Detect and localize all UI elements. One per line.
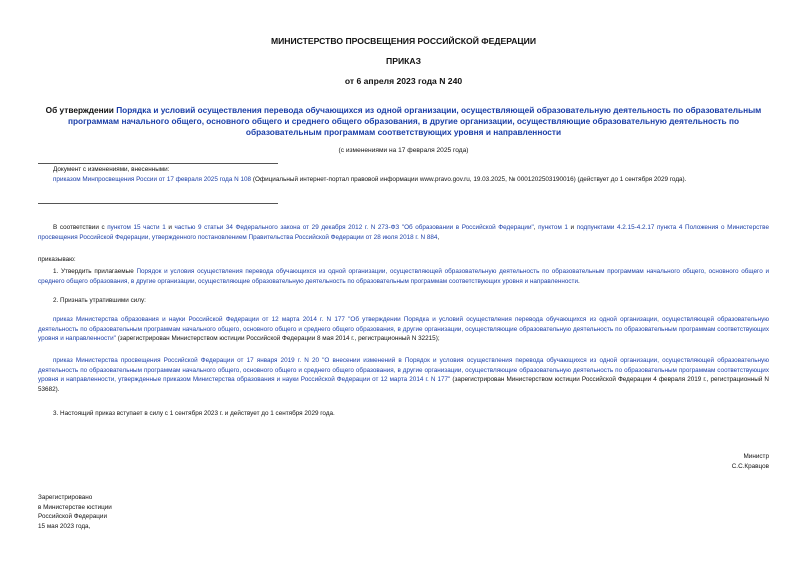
- date-number-heading: от 6 апреля 2023 года N 240: [344, 76, 463, 86]
- repeal-item-2: [38, 356, 769, 394]
- ministry-heading: МИНИСТЕРСТВО ПРОСВЕЩЕНИЯ РОССИЙСКОЙ ФЕДЕРАЦИИ: [270, 36, 537, 46]
- item-1-link[interactable]: Порядок и условия осуществления перевода обучающихся из одной организации, осуществляющей образовательную деятельность по образовательным программам начального общего, основного общего и среднего общего образования, в другие организации, осуществляющие образовательную деятельность по образовательным программам соответствующих уровня и направленности: [38, 268, 769, 285]
- divider-bottom: [38, 203, 278, 204]
- changes-rest: (Официальный интернет-портал правовой информации www.pravo.gov.ru, 19.03.2025, № 0001202503190016) (действует до 1 сентября 2029 года).: [252, 175, 687, 183]
- divider-top: [38, 163, 278, 164]
- preamble-text-3: ,: [533, 224, 536, 231]
- registration-block: [38, 493, 338, 531]
- preamble-paragraph: [38, 223, 769, 242]
- repeal-2-rest: (зарегистрирован Министерством юстиции Российской Федерации 4 февраля 2019 г., регистрационный N 53682).: [38, 376, 770, 393]
- order-word: приказываю:: [38, 256, 76, 263]
- preamble-link-2[interactable]: частью 9 статьи 34 Федерального закона от 29 декабря 2012 г. N 273-ФЗ "Об образовании в Российской Федерации": [174, 224, 534, 231]
- item-3: 3. Настоящий приказ вступает в силу с 1 сентября 2023 г. и действует до 1 сентября 2029 года.: [53, 410, 335, 417]
- changes-item: [38, 175, 769, 185]
- item-2: 2. Признать утратившими силу:: [53, 297, 146, 304]
- repeal-2-link[interactable]: приказ Министерства просвещения Российской Федерации от 17 января 2019 г. N 20 "О внесении изменений в Порядок и условия осуществления перевода обучающихся из одной организации, осуществляющей образовательную деятельность по образовательным программам начального общего, основного общего и среднего общего образования, в другие организации, осуществляющие образовательную деятельность по образовательным программам соответствующих уровня и направленности, утвержденные приказом Министерства образования и науки Российской Федерации от 12 марта 2014 г. N 177": [38, 357, 769, 384]
- registration-line-1: Зарегистрировано: [38, 494, 93, 501]
- preamble-text-1: В соответствии с: [53, 224, 105, 231]
- changes-link[interactable]: приказом Минпросвещения России от 17 февраля 2025 года N 108: [53, 175, 252, 183]
- signature-name: С.С.Кравцов: [731, 462, 769, 470]
- changes-block: [38, 165, 769, 184]
- repeal-item-1: [38, 315, 769, 344]
- preamble-link-3[interactable]: пунктом 1: [538, 224, 568, 231]
- registration-line-2: в Министерстве юстиции: [38, 503, 112, 511]
- repeal-1-rest: (зарегистрирован Министерством юстиции Российской Федерации 8 мая 2014 г., регистрационный N 32215);: [117, 335, 440, 343]
- signature-block: [38, 452, 769, 471]
- title-link[interactable]: Порядка и условий осуществления перевода обучающихся из одной организации, осуществляющей образовательную деятельность по образовательным программам начального общего, основного общего и среднего общего образования, в другие организации, осуществляющие образовательную деятельность по образовательным программам соответствующих уровня и направленности: [67, 105, 762, 137]
- signature-position: Министр: [743, 453, 769, 460]
- preamble-text-5: ,: [437, 233, 440, 241]
- item-1-text: 1. Утвердить прилагаемые: [53, 268, 134, 275]
- item-1: [38, 267, 769, 286]
- repeal-1-link[interactable]: приказ Министерства образования и науки Российской Федерации от 12 марта 2014 г. N 177 "Об утверждении Порядка и условий осуществления перевода обучающихся из одной организации, осуществляющей образовательную деятельность по образовательным программам начального общего, основного общего и среднего общего образования, в другие организации, осуществляющие образовательную деятельность по образовательным программам соответствующих уровня и направленности": [38, 316, 769, 343]
- item-1-end: .: [578, 277, 580, 285]
- title-prefix: Об утверждении: [45, 105, 114, 115]
- document-title: [38, 105, 769, 137]
- revision-note: (с изменениями на 17 февраля 2025 года): [338, 147, 469, 154]
- preamble-link-4[interactable]: подпунктами 4.2.15-4.2.17 пункта 4 Положения о Министерстве просвещения Российской Федерации, утвержденного постановлением Правительства Российской Федерации от 28 июля 2018 г. N 884: [38, 224, 769, 241]
- registration-line-3: Российской Федерации: [38, 513, 107, 521]
- preamble-text-4: и: [570, 224, 575, 231]
- preamble-link-1[interactable]: пунктом 15 части 1: [107, 224, 166, 231]
- doc-type-heading: ПРИКАЗ: [386, 56, 421, 66]
- changes-heading: Документ с изменениями, внесенными:: [53, 166, 170, 173]
- preamble-text-2: и: [168, 224, 172, 231]
- registration-line-4: 15 мая 2023 года,: [38, 522, 91, 530]
